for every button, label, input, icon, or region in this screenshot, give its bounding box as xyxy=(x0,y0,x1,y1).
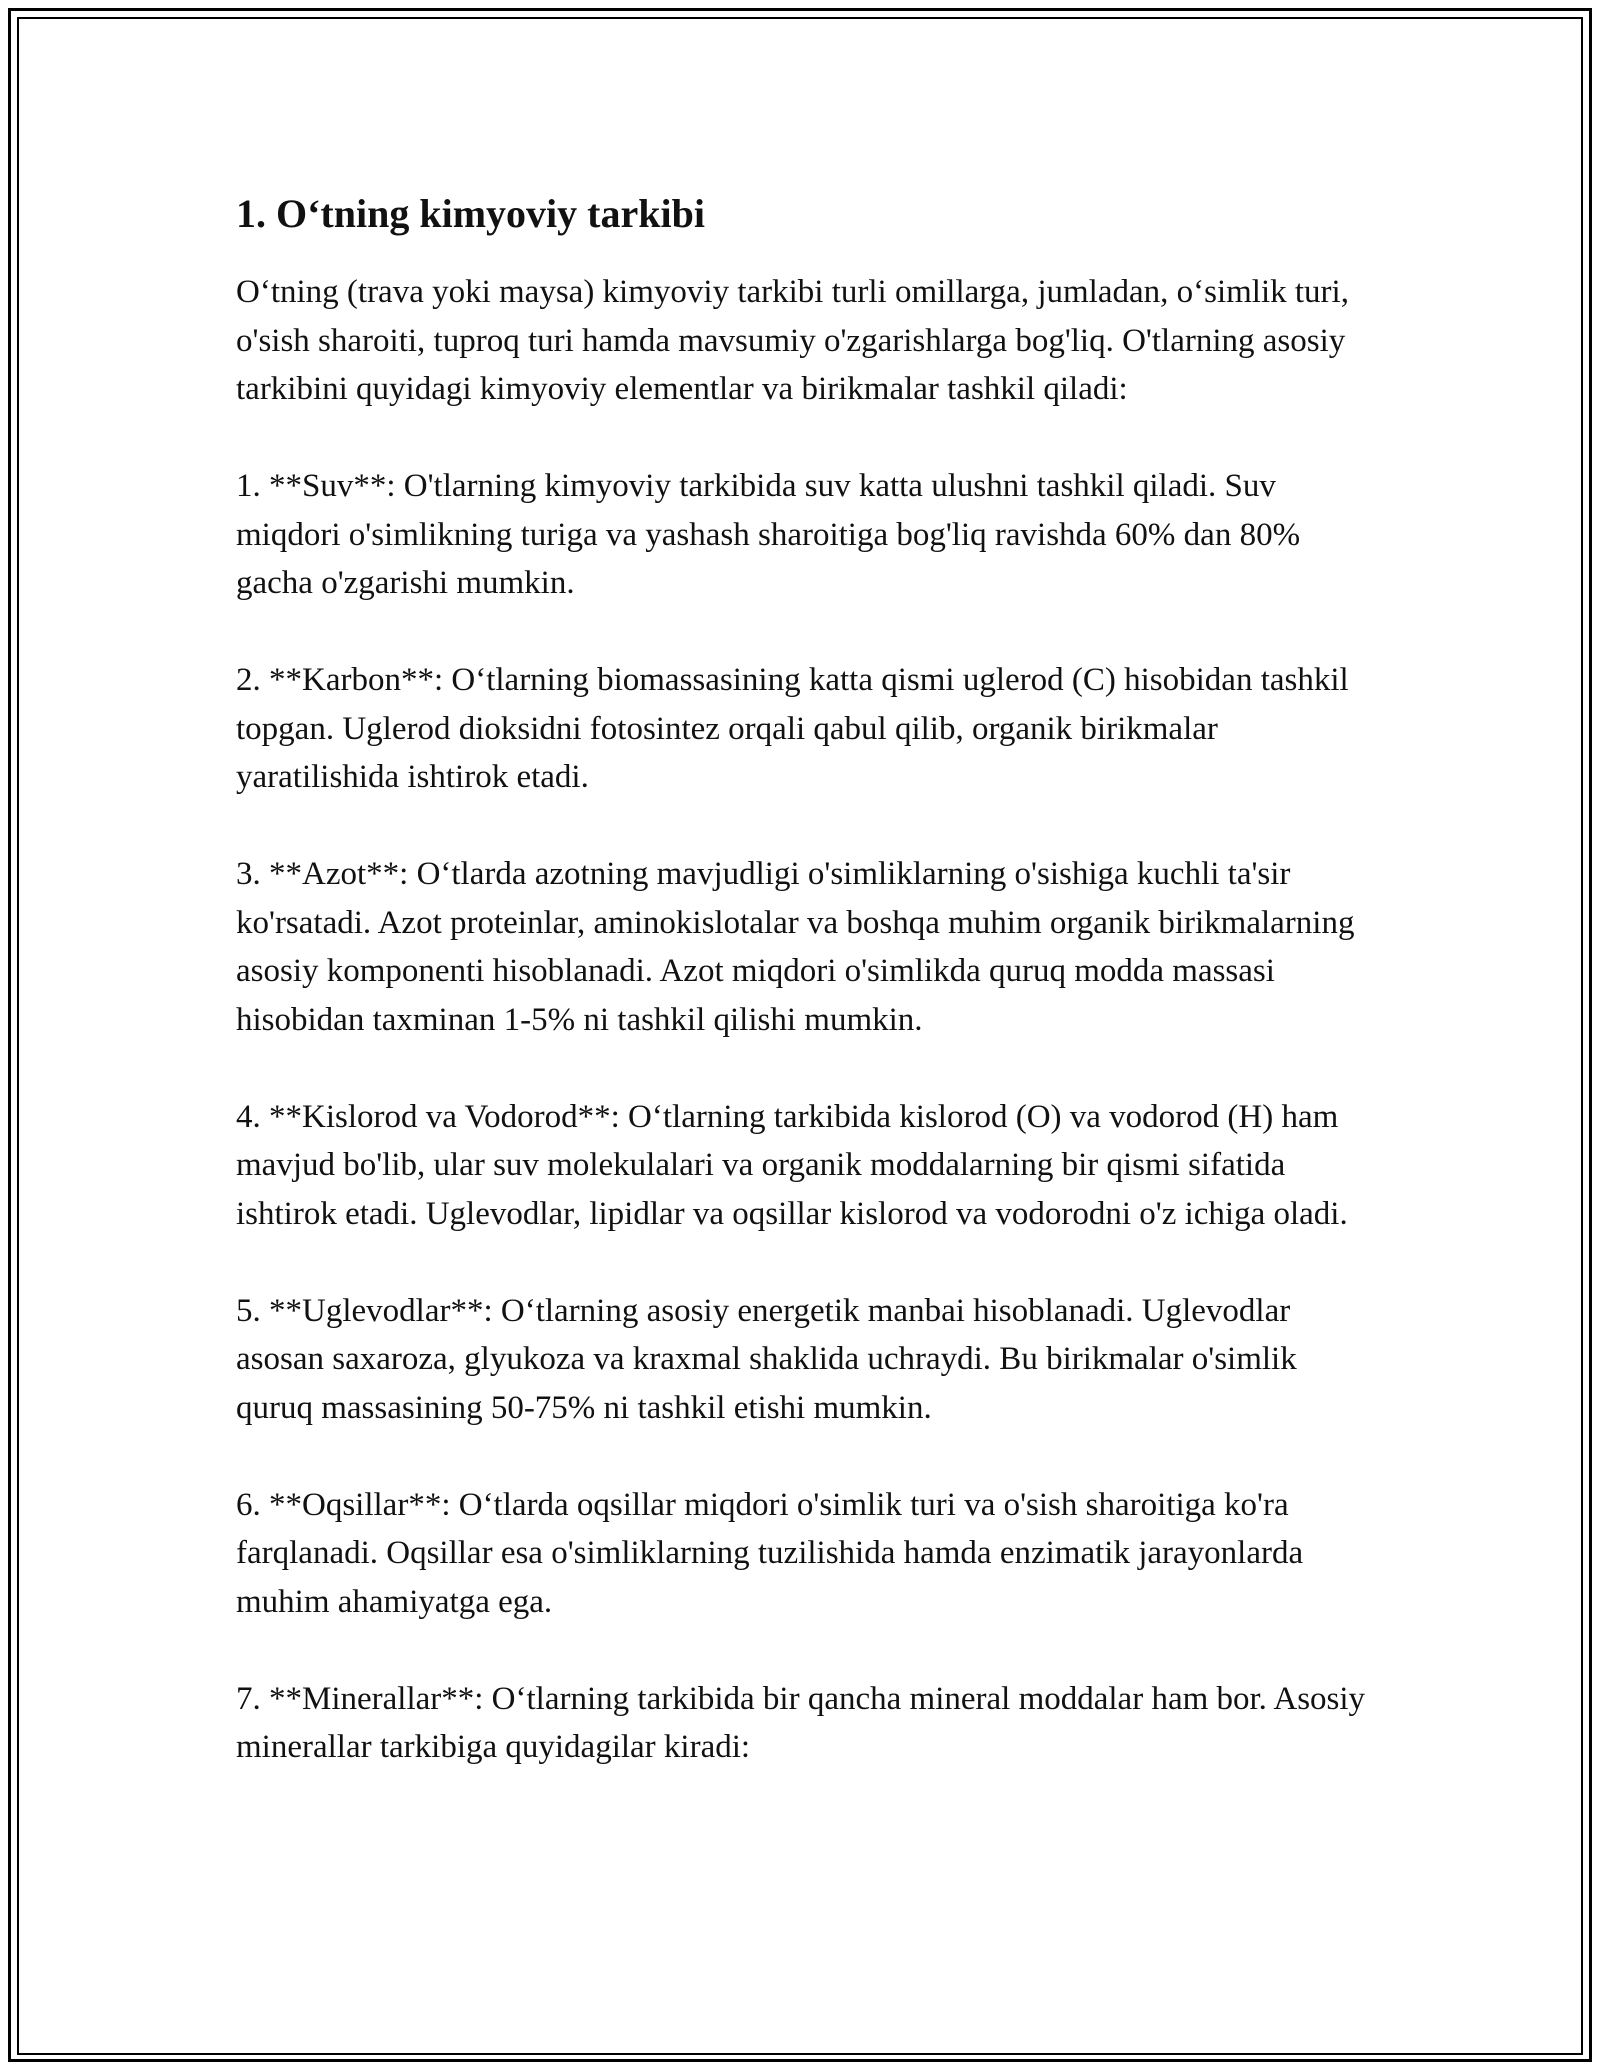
document-title: 1. O‘tning kimyoviy tarkibi xyxy=(236,191,705,236)
intro-paragraph: O‘tning (trava yoki maysa) kimyoviy tarkibi turli omillarga, jumladan, o‘simlik turi, o'sish sharoiti, tuproq turi hamda mavsumiy o'zgarishlarga bog'liq. O'tlarning asosiy tarkibini quyidagi kimyoviy elementlar va birikmalar tashkil qiladi: xyxy=(236,274,1349,407)
item-kislorod-vodorod: 4. **Kislorod va Vodorod**: O‘tlarning tarkibida kislorod (O) va vodorod (H) ham mavjud bo'lib, ular suv molekulalari va organik moddalarning bir qismi sifatida ishtirok etadi. Uglevodlar, lipidlar va oqsillar kislorod va vodorodni o'z ichiga oladi. xyxy=(236,1098,1348,1232)
document-body xyxy=(236,186,1376,1820)
item-oqsillar: 6. **Oqsillar**: O‘tlarda oqsillar miqdori o'simlik turi va o'sish sharoitiga ko'ra farqlanadi. Oqsillar esa o'simliklarning tuzilishida hamda enzimatik jarayonlarda muhim ahamiyatga ega. xyxy=(236,1486,1304,1620)
item-suv: 1. **Suv**: O'tlarning kimyoviy tarkibida suv katta ulushni tashkil qiladi. Suv miqdori o'simlikning turiga va yashash sharoitiga bog'liq ravishda 60% dan 80% gacha o'zgarishi mumkin. xyxy=(236,468,1301,601)
item-minerallar: 7. **Minerallar**: O‘tlarning tarkibida bir qancha mineral moddalar ham bor. Asosiy minerallar tarkibiga quyidagilar kiradi: xyxy=(236,1680,1366,1765)
item-azot: 3. **Azot**: O‘tlarda azotning mavjudligi o'simliklarning o'sishiga kuchli ta'sir ko'rsatadi. Azot proteinlar, aminokislotalar va boshqa muhim organik birikmalarning asosiy komponenti hisoblanadi. Azot miqdori o'simlikda quruq modda massasi hisobidan taxminan 1-5% ni tashkil qilishi mumkin. xyxy=(236,856,1355,1038)
item-karbon: 2. **Karbon**: O‘tlarning biomassasining katta qismi uglerod (C) hisobidan tashkil topgan. Uglerod dioksidni fotosintez orqali qabul qilib, organik birikmalar yaratilishida ishtirok etadi. xyxy=(236,662,1349,795)
item-uglevodlar: 5. **Uglevodlar**: O‘tlarning asosiy energetik manbai hisoblanadi. Uglevodlar asosan saxaroza, glyukoza va kraxmal shaklida uchraydi. Bu birikmalar o'simlik quruq massasining 50-75% ni tashkil etishi mumkin. xyxy=(236,1292,1297,1426)
